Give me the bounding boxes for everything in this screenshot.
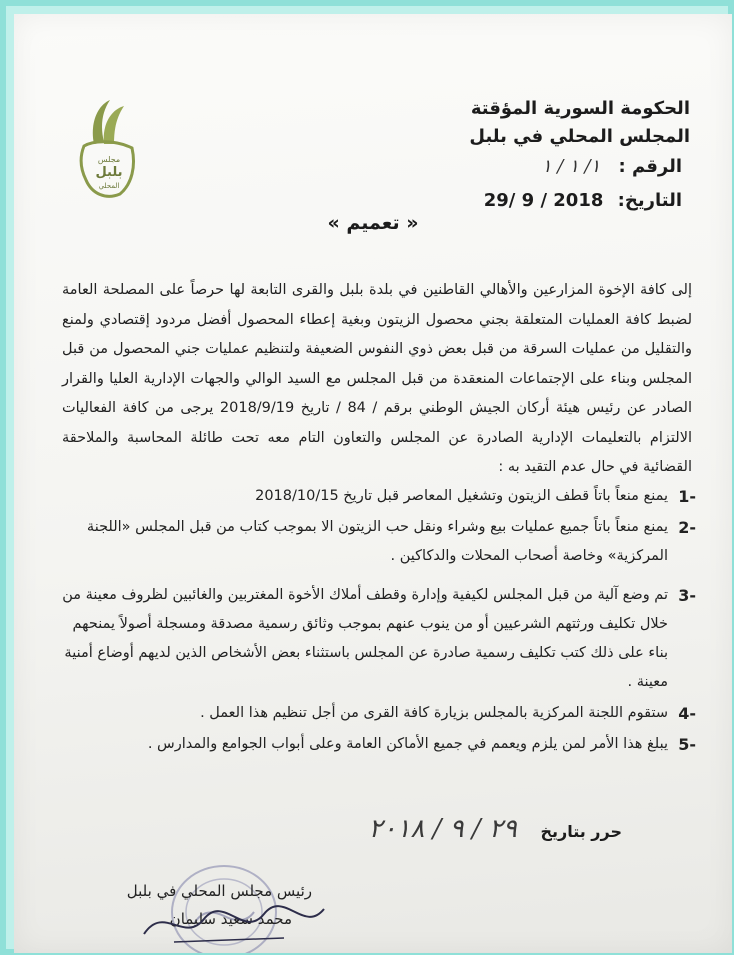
list-item (58, 513, 696, 571)
item-text: يمنع منعاً باتاً قطف الزيتون وتشغيل المعاصر قبل تاريخ 2018/10/15 (255, 488, 668, 504)
item-number: -4 (678, 704, 696, 723)
date-value: 2018 / 9 /29 (483, 190, 604, 211)
list-item (58, 699, 696, 728)
signer-name: محمد سعيد سليمان (169, 910, 292, 928)
council-name: المجلس المحلي في بلبل (469, 126, 690, 147)
item-number: -3 (678, 586, 696, 605)
instruction-list (58, 482, 696, 761)
list-item (58, 581, 696, 697)
date-label: التاريخ: (617, 190, 682, 211)
list-item (58, 482, 696, 511)
item-number: -2 (678, 518, 696, 537)
list-item (58, 730, 696, 759)
reference-row (542, 156, 682, 177)
item-text: يمنع منعاً باتاً جميع عمليات بيع وشراء ونقل حب الزيتون الا بموجب كتاب من قبل المجلس «اللجنة المركزية» وخاصة أصحاب المحلات والدكاكين . (86, 519, 668, 564)
reference-value: ١/ ١ / ١ (541, 156, 601, 177)
document-page (14, 14, 732, 953)
document-title: « تعميم » (327, 212, 419, 234)
council-logo (76, 96, 142, 204)
government-name: الحكومة السورية المؤقتة (470, 98, 690, 119)
reference-label: الرقم : (618, 156, 682, 177)
signature-scribble (134, 894, 334, 953)
item-number: -5 (678, 735, 696, 754)
item-text: يبلغ هذا الأمر لمن يلزم ويعمم في جميع الأماكن العامة وعلى أبواب الجوامع والمدارس . (147, 736, 668, 752)
item-text: ستقوم اللجنة المركزية بالمجلس بزيارة كافة القرى من أجل تنظيم هذا العمل . (200, 705, 668, 721)
intro-paragraph: إلى كافة الإخوة المزارعين والأهالي القاطنين في بلدة بلبل والقرى التابعة لها حرصاً على المصلحة العامة لضبط كافة العمليات المتعلقة بجني محصول الزيتون وبغية إعطاء المحصول أفضل مردود إقتصادي ولمنع والتقليل من عمليات السرقة من قبل بعض ذوي النفوس الضعيفة ولتنظيم عمليات جني المحصول من قبل المجلس وبناء على الإجتماعات المنعقدة من قبل المجلس مع السيد الوالي والجهات الإدارية العليا والقرار الصادر عن رئيس هيئة أركان الجيش الوطني برقم / 84 / تاريخ 2018/9/19 يرجى من كافة الفعاليات الالتزام بالتعليمات الإدارية الصادرة عن المجلس والتعاون التام معه تحت طائلة المحاسبة والملاحقة القضائية في حال عدم التقيد به : (62, 282, 692, 475)
issued-date-label: حرر بتاريخ (540, 822, 622, 841)
issued-date-row (369, 814, 623, 844)
item-number: -1 (678, 487, 696, 506)
item-text: تم وضع آلية من قبل المجلس لكيفية وإدارة وقطف أملاك الأخوة المغتربين والغائبين لظروف معينة من خلال تكليف ورثتهم الشرعيين أو من ينوب عنهم بموجب وثائق رسمية مصدقة ومسجلة أصولاً يمنحهم بناء على ذلك كتب تكليف رسمية صادرة عن المجلس باستثناء بعض الأشخاص الذين لديهم أوضاع أمنية معينة . (62, 587, 668, 690)
logo-line3: المحلي (98, 182, 120, 190)
signer-title: رئيس مجلس المحلي في بلبل (126, 882, 312, 900)
logo-line1: مجلس (97, 155, 121, 164)
date-row (484, 190, 682, 211)
issued-date-handwritten: ٢٩ / ٩ / ٢٠١٨ (368, 814, 517, 844)
logo-line2: بلبل (95, 165, 123, 180)
